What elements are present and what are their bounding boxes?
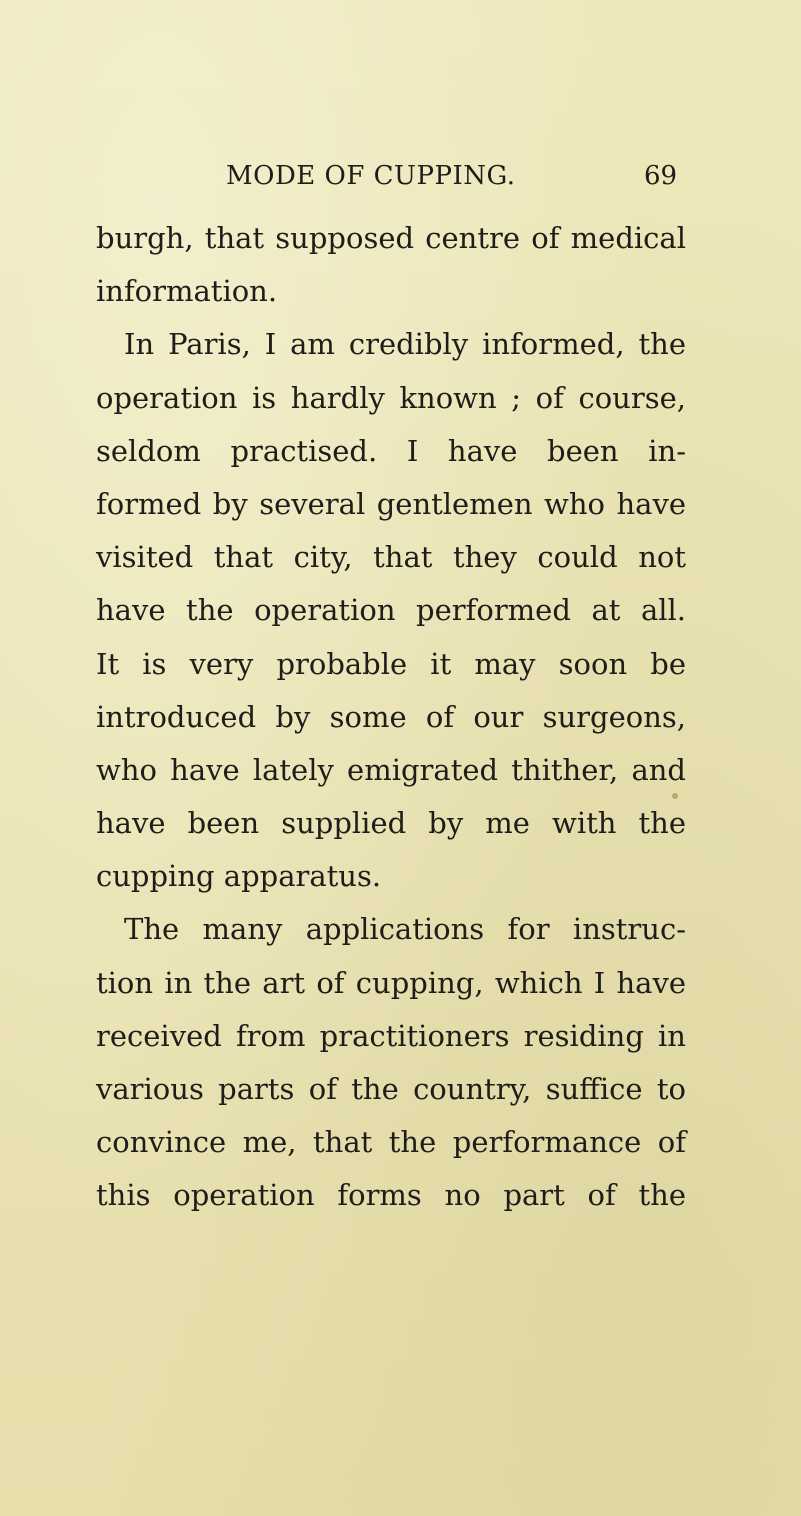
- text-line: seldom practised. I have been in-: [96, 433, 686, 468]
- text-line: have the operation performed at all.: [96, 593, 686, 628]
- text-line: The many applications for instruc-: [124, 912, 686, 947]
- text-line: cupping apparatus.: [96, 859, 382, 894]
- text-line: convince me, that the performance of: [96, 1125, 686, 1160]
- page-number: 69: [644, 161, 678, 191]
- text-line: burgh, that supposed centre of medical: [96, 221, 686, 255]
- running-head: [0, 156, 801, 196]
- paper-speck: [672, 793, 678, 799]
- text-line: various parts of the country, suffice to: [96, 1072, 686, 1106]
- text-line: who have lately emigrated thither, and: [96, 752, 686, 787]
- text-line: received from practitioners residing in: [96, 1018, 686, 1053]
- text-line: tion in the art of cupping, which I have: [96, 965, 686, 1000]
- running-title: MODE OF CUPPING.: [226, 161, 516, 191]
- text-line: introduced by some of our surgeons,: [96, 699, 686, 734]
- text-line: operation is hardly known ; of course,: [96, 380, 686, 415]
- text-line: have been supplied by me with the: [96, 806, 686, 841]
- text-line: this operation forms no part of the: [96, 1178, 686, 1213]
- text-line: In Paris, I am credibly informed, the: [124, 327, 686, 362]
- body-text: [96, 212, 686, 1223]
- text-line: visited that city, that they could not: [96, 540, 686, 575]
- text-line: information.: [96, 274, 278, 309]
- text-line: It is very probable it may soon be: [96, 646, 686, 681]
- text-line: formed by several gentlemen who have: [96, 486, 686, 521]
